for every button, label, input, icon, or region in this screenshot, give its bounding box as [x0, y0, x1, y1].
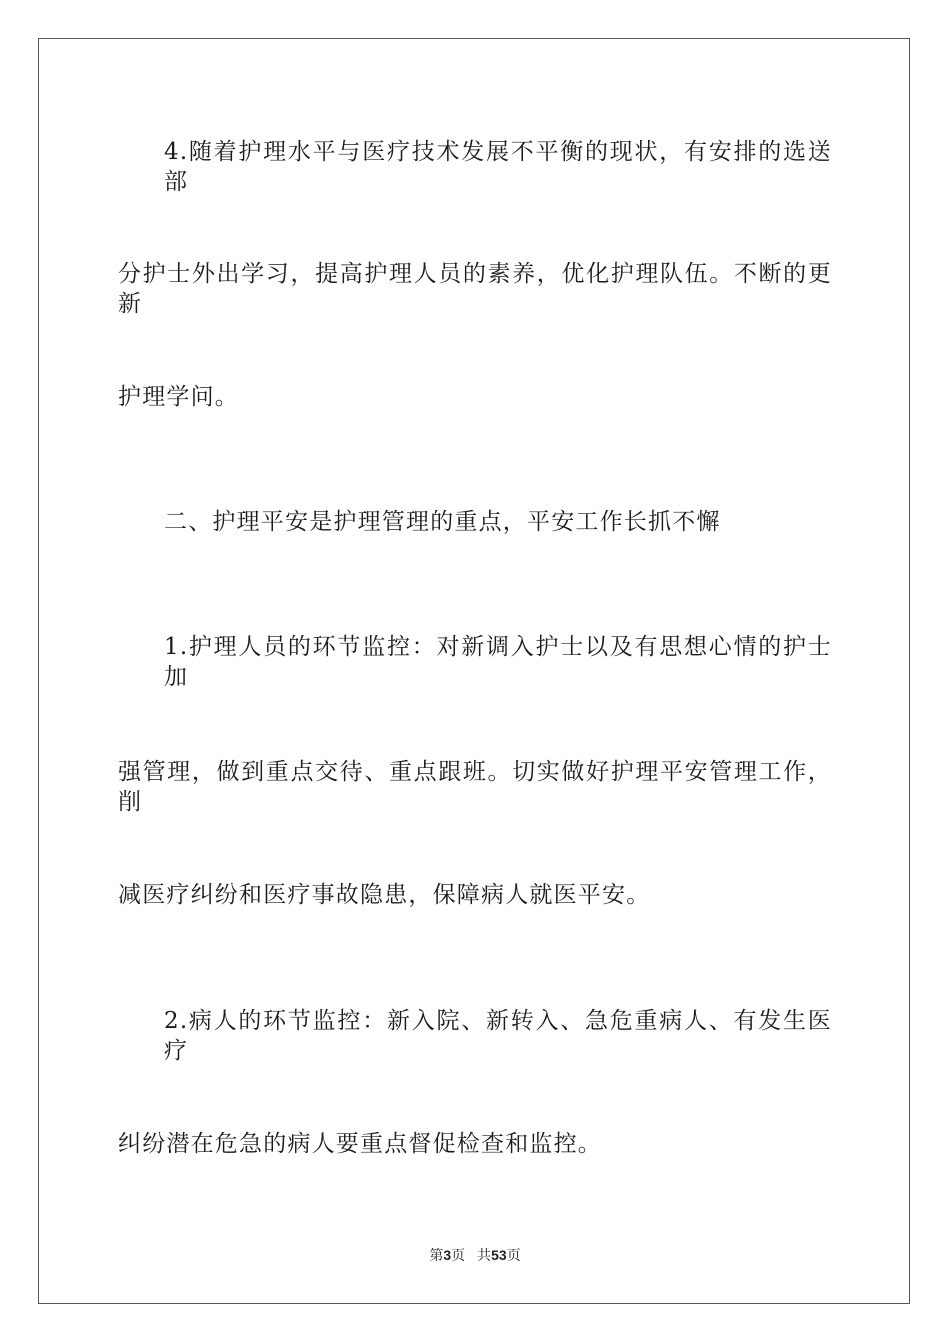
paragraph-line-2: 分护士外出学习，提高护理人员的素养，优化护理队伍。不断的更新: [118, 261, 832, 317]
footer-page-number: 3: [443, 1247, 452, 1263]
paragraph-line-4: 1.护理人员的环节监控：对新调入护士以及有思想心情的护士加: [164, 634, 832, 690]
paragraph-line-8: 纠纷潜在危急的病人要重点督促检查和监控。: [118, 1131, 602, 1157]
footer-total-pages: 53: [491, 1247, 507, 1263]
page-footer: [0, 1246, 950, 1265]
footer-page-prefix: 第: [429, 1248, 444, 1264]
paragraph-line-3: 护理学问。: [118, 384, 239, 410]
footer-total-suffix: 页: [506, 1248, 521, 1264]
section-heading: 二、护理平安是护理管理的重点，平安工作长抓不懈: [164, 509, 721, 535]
paragraph-line-6: 减医疗纠纷和医疗事故隐患，保障病人就医平安。: [118, 882, 651, 908]
paragraph-line-1: 4.随着护理水平与医疗技术发展不平衡的现状，有安排的选送部: [164, 139, 832, 195]
paragraph-line-7: 2.病人的环节监控：新入院、新转入、急危重病人、有发生医疗: [164, 1008, 832, 1064]
paragraph-line-5: 强管理，做到重点交待、重点跟班。切实做好护理平安管理工作，削: [118, 759, 832, 815]
footer-page-suffix: 页: [451, 1248, 466, 1264]
footer-total-prefix: 共: [477, 1248, 492, 1264]
